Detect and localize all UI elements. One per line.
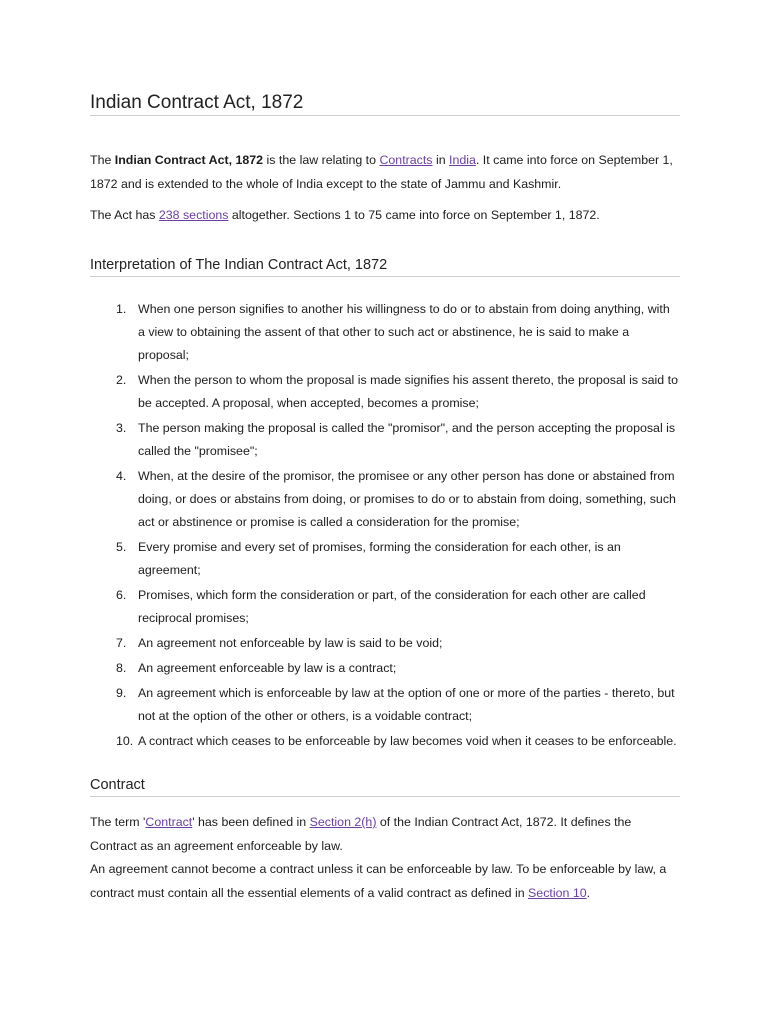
list-item-text: When the person to whom the proposal is made signifies his assent thereto, the proposal is said to be accepted. A proposal, when accepted, becomes a promise; <box>138 373 678 410</box>
contract-text: of the Indian Contract Act, 1872. It defines the Contract as an agreement enforceable by law. <box>90 815 632 853</box>
list-item-text: A contract which ceases to be enforceable by law becomes void when it ceases to be enforceable. <box>138 734 677 748</box>
list-item-text: Every promise and every set of promises, forming the consideration for each other, is an agreement; <box>138 540 621 577</box>
sections-link[interactable]: 238 sections <box>158 208 229 222</box>
intro-text: is the law relating to <box>263 153 380 167</box>
list-item-text: An agreement not enforceable by law is said to be void; <box>138 636 443 650</box>
interpretation-list <box>90 298 680 755</box>
list-number: 10. <box>116 734 134 748</box>
list-item-text: The person making the proposal is called the "promisor", and the person accepting the proposal is called the "promisee"; <box>138 421 676 458</box>
interpretation-item <box>90 584 680 630</box>
contract-paragraph-1 <box>90 810 680 858</box>
title-divider <box>90 115 680 116</box>
list-item-text: An agreement enforceable by law is a contract; <box>138 661 397 675</box>
list-number: 2. <box>116 373 127 387</box>
intro-text: . It came into force on September 1, 1872 and is extended to the whole of India except to the state of Jammu and Kashmir. <box>90 153 673 191</box>
interpretation-item <box>90 369 680 415</box>
interpretation-divider <box>90 276 680 277</box>
contract-paragraph-2 <box>90 857 680 905</box>
interpretation-item <box>90 657 680 680</box>
interpretation-item <box>90 730 680 753</box>
interpretation-heading: Interpretation of The Indian Contract Act, 1872 <box>90 257 388 273</box>
list-number: 5. <box>116 540 127 554</box>
list-item-text: When, at the desire of the promisor, the promisee or any other person has done or abstained from doing, or does or abstains from doing, or promises to do or to abstain from doing, something, such act or abstinence or promise is called a consideration for the promise; <box>138 469 676 529</box>
intro-paragraph-1 <box>90 148 680 196</box>
intro-text: altogether. Sections 1 to 75 came into force on September 1, 1872. <box>228 208 600 222</box>
contracts-link[interactable]: Contracts <box>379 153 433 167</box>
act-name-bold: Indian Contract Act, 1872 <box>114 153 264 167</box>
list-item-text: When one person signifies to another his willingness to do or to abstain from doing anything, with a view to obtaining the assent of that other to such act or abstinence, he is said to make a proposal; <box>138 302 670 362</box>
intro-paragraph-2 <box>90 203 680 227</box>
list-number: 6. <box>116 588 127 602</box>
interpretation-item <box>90 682 680 728</box>
intro-text: in <box>432 153 450 167</box>
list-number: 1. <box>116 302 127 316</box>
intro-text: The Act has <box>90 208 159 222</box>
list-number: 9. <box>116 686 127 700</box>
interpretation-item <box>90 417 680 463</box>
list-number: 3. <box>116 421 127 435</box>
intro-text: The <box>90 153 115 167</box>
section-10-link[interactable]: Section 10 <box>528 886 587 900</box>
interpretation-item <box>90 298 680 367</box>
interpretation-item <box>90 465 680 534</box>
contract-text: ' has been defined in <box>192 815 310 829</box>
contract-text: The term ' <box>90 815 146 829</box>
contract-text: . <box>586 886 591 900</box>
interpretation-item <box>90 632 680 655</box>
contract-heading: Contract <box>90 777 145 793</box>
list-number: 8. <box>116 661 127 675</box>
list-item-text: An agreement which is enforceable by law at the option of one or more of the parties - thereto, but not at the option of the other or others, is a voidable contract; <box>138 686 675 723</box>
list-number: 4. <box>116 469 127 483</box>
contract-divider <box>90 796 680 797</box>
list-item-text: Promises, which form the consideration or part, of the consideration for each other are called reciprocal promises; <box>138 588 646 625</box>
india-link[interactable]: India <box>449 153 476 167</box>
section-2h-link[interactable]: Section 2(h) <box>309 815 377 829</box>
contract-term-link[interactable]: Contract <box>145 815 193 829</box>
contract-text: An agreement cannot become a contract unless it can be enforceable by law. To be enforceable by law, a contract must contain all the essential elements of a valid contract as defined in <box>90 862 667 900</box>
page-title: Indian Contract Act, 1872 <box>90 92 304 113</box>
list-number: 7. <box>116 636 127 650</box>
interpretation-item <box>90 536 680 582</box>
